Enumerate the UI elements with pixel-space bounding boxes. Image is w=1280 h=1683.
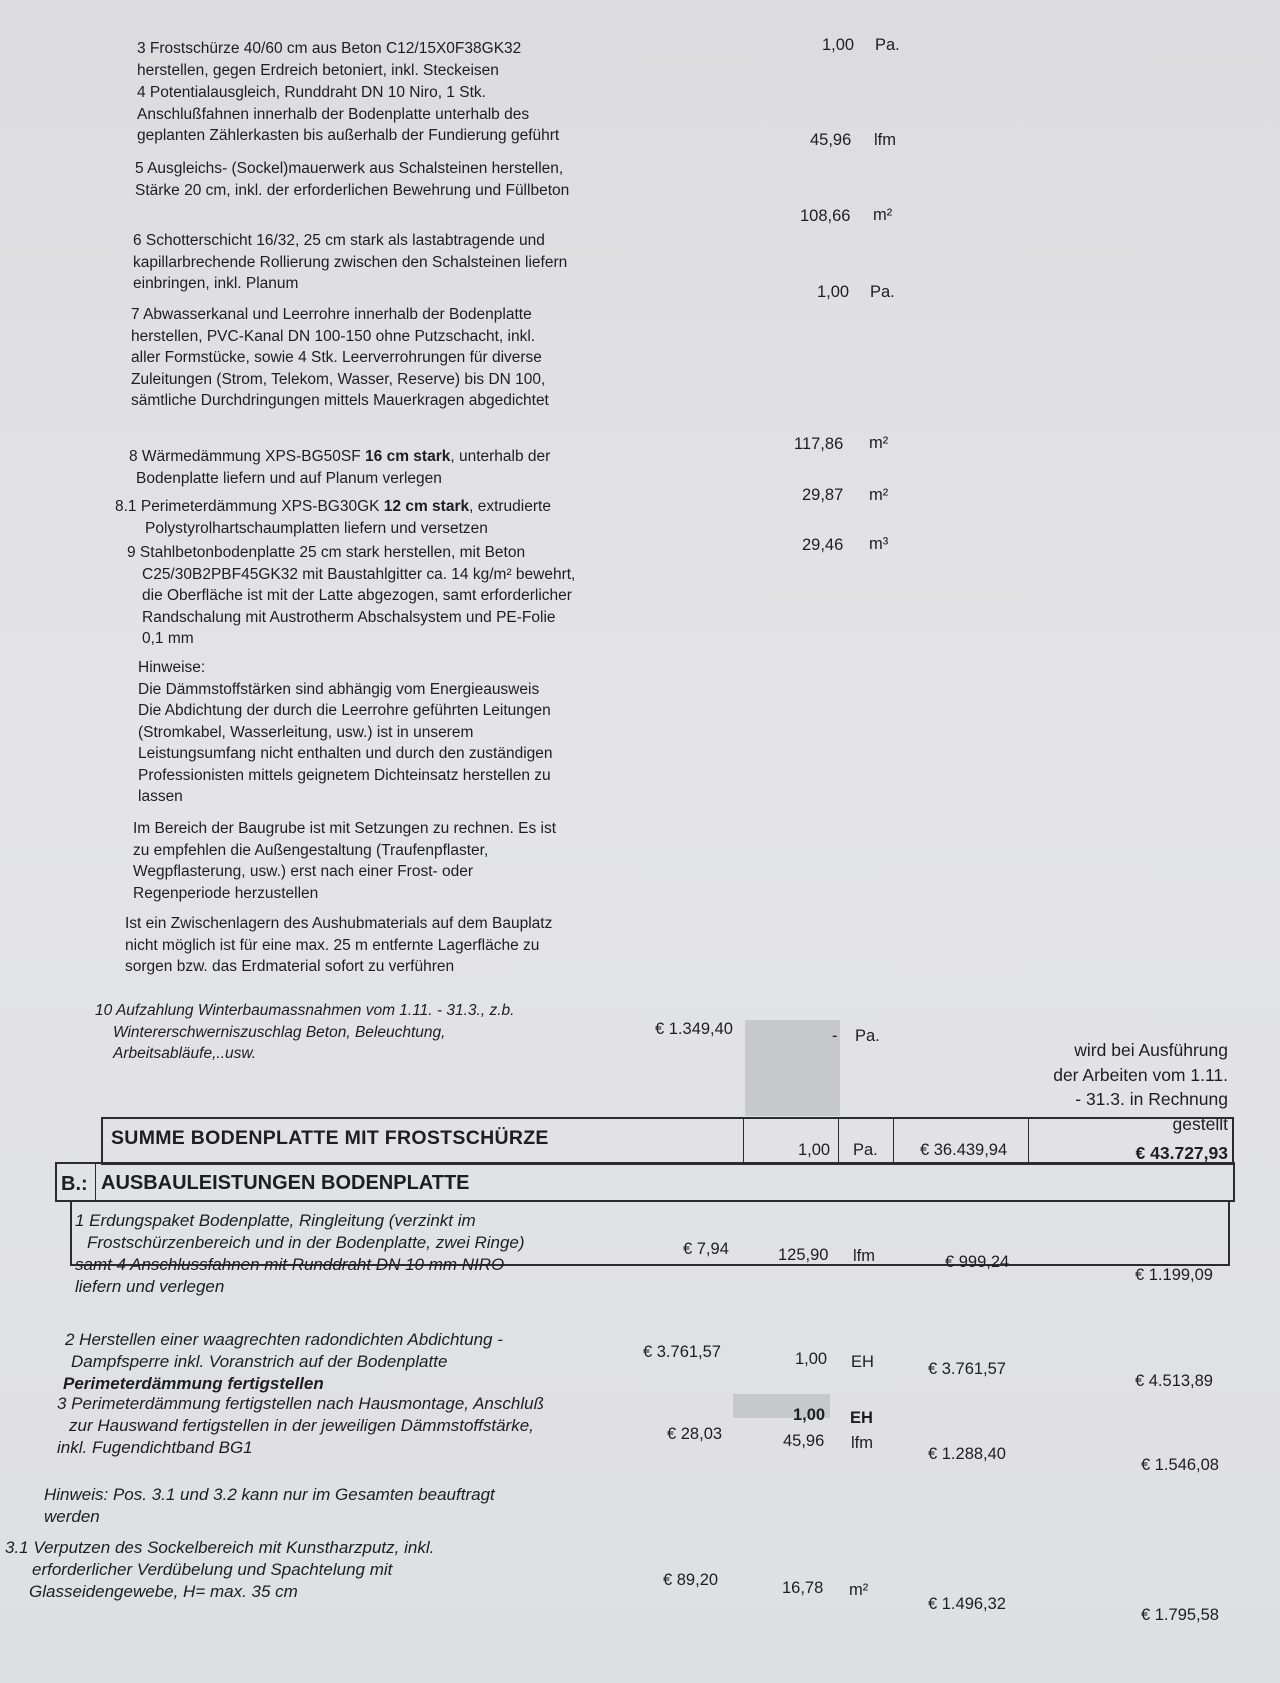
b-item-1-net: € 999,24 bbox=[945, 1253, 1010, 1271]
item-3-description: 3 Frostschürze 40/60 cm aus Beton C12/15X0F38GK32 herstellen, gegen Erdreich betoniert, inkl. Steckeisen bbox=[137, 40, 522, 79]
item-7-unit: m² bbox=[869, 434, 889, 452]
item-9-description: 9 Stahlbetonbodenplatte 25 cm stark herstellen, mit Beton C25/30B2PBF45GK32 mit Baustahlgitter ca. 14 kg/m² bewehrt, die Oberfläche ist mit der Latte abgezogen, samt erforderlicher Randschalung mit Austrotherm Abschalsystem und PE-Folie 0,1 mm bbox=[127, 544, 576, 647]
item-5-quantity: 108,66 bbox=[800, 207, 851, 225]
b-item-3-1-price: € 89,20 bbox=[663, 1571, 719, 1589]
section-b-title: AUSBAULEISTUNGEN BODENPLATTE bbox=[101, 1172, 470, 1194]
item-4-quantity: 45,96 bbox=[810, 131, 852, 149]
b-item-2-net: € 3.761,57 bbox=[928, 1360, 1006, 1378]
item-5-description: 5 Ausgleichs- (Sockel)mauerwerk aus Schalsteinen herstellen, Stärke 20 cm, inkl. der erforderlichen Bewehrung und Füllbeton bbox=[135, 160, 570, 199]
b-item-3-quantity-top: 1,00 bbox=[793, 1406, 826, 1424]
item-8-1-unit: m³ bbox=[869, 535, 889, 553]
b-item-1-price: € 7,94 bbox=[683, 1240, 729, 1258]
shaded-cell bbox=[745, 1020, 840, 1116]
b-item-1-quantity: 125,90 bbox=[778, 1246, 829, 1264]
summe-net: € 36.439,94 bbox=[920, 1141, 1008, 1159]
item-10-description: 10 Aufzahlung Winterbaumassnahmen vom 1.11. - 31.3., z.b. Wintererschwerniszuschlag Beton, Beleuchtung, Arbeitsabläufe,..usw. bbox=[95, 1002, 515, 1062]
b-item-1-description: 1 Erdungspaket Bodenplatte, Ringleitung (verzinkt im Frostschürzenbereich und in der Bodenplatte, zwei Ringe) samt 4 Anschlussfahnen mit Runddraht DN 10 mm NIRO liefern und verlegen bbox=[75, 1211, 525, 1296]
summe-quantity: 1,00 bbox=[798, 1141, 831, 1159]
item-10-remark: wird bei Ausführung der Arbeiten vom 1.11. - 31.3. in Rechnung gestellt bbox=[1053, 1040, 1228, 1134]
summe-unit: Pa. bbox=[853, 1141, 878, 1159]
b-item-2-gross: € 4.513,89 bbox=[1135, 1372, 1213, 1390]
b-note: Hinweis: Pos. 3.1 und 3.2 kann nur im Gesamten beauftragt werden bbox=[44, 1485, 495, 1526]
item-3-quantity: 1,00 bbox=[822, 36, 855, 54]
b-item-3-1-quantity: 16,78 bbox=[782, 1579, 824, 1597]
section-b-header bbox=[55, 1162, 1235, 1202]
item-4-unit: lfm bbox=[874, 131, 896, 149]
b-item-3-1-net: € 1.496,32 bbox=[928, 1595, 1006, 1613]
item-8-1-description: 8.1 Perimeterdämmung XPS-BG30GK 12 cm stark, extrudierte Polystyrolhartschaumplatten liefern und versetzen bbox=[115, 498, 551, 537]
b-item-3-description: 3 Perimeterdämmung fertigstellen nach Hausmontage, Anschluß zur Hauswand fertigstellen in der jeweiligen Dämmstoffstärke, inkl. Fugendichtband BG1 bbox=[57, 1394, 544, 1457]
item-6-quantity: 1,00 bbox=[817, 283, 850, 301]
b-item-3-net: € 1.288,40 bbox=[928, 1445, 1006, 1463]
b-item-3-gross: € 1.546,08 bbox=[1141, 1456, 1219, 1474]
b-item-3-heading: Perimeterdämmung fertigstellen bbox=[63, 1374, 324, 1393]
summe-row bbox=[101, 1117, 1234, 1165]
item-5-unit: m² bbox=[873, 206, 893, 224]
notes-block-2: Im Bereich der Baugrube ist mit Setzungen zu rechnen. Es ist zu empfehlen die Außengestaltung (Traufenpflaster, Wegpflasterung, usw.) erst nach einer Frost- oder Regenperiode herzustellen bbox=[133, 820, 557, 902]
b-item-2-unit: EH bbox=[851, 1353, 874, 1371]
b-item-3-quantity: 45,96 bbox=[783, 1432, 825, 1450]
item-6-unit: Pa. bbox=[870, 283, 895, 301]
item-8-description: 8 Wärmedämmung XPS-BG50SF 16 cm stark, unterhalb der Bodenplatte liefern und auf Planum verlegen bbox=[129, 448, 551, 487]
b-item-2-quantity: 1,00 bbox=[795, 1350, 828, 1368]
notes-block-1: Hinweise: Die Dämmstoffstärken sind abhängig vom Energieausweis Die Abdichtung der durch die Leerrohre geführten Leitungen (Stromkabel, Wasserleitung, usw.) ist in unserem Leistungsumfang nicht enthalten und durch den zuständigen Professionisten mittels geignetem Dichteinsatz herstellen zu lassen bbox=[138, 659, 553, 805]
section-b-letter: B.: bbox=[61, 1173, 88, 1195]
item-7-quantity: 117,86 bbox=[794, 435, 844, 453]
b-item-3-1-description: 3.1 Verputzen des Sockelbereich mit Kunstharzputz, inkl. erforderlicher Verdübelung und Spachtelung mit Glasseidengewebe, H= max. 35 cm bbox=[5, 1538, 435, 1601]
item-8-unit: m² bbox=[869, 486, 889, 504]
b-item-1-gross: € 1.199,09 bbox=[1135, 1266, 1213, 1284]
item-8-1-quantity: 29,46 bbox=[802, 536, 844, 554]
b-item-2-description: 2 Herstellen einer waagrechten radondichten Abdichtung - Dampfsperre inkl. Voranstrich auf der Bodenplatte bbox=[65, 1330, 503, 1371]
item-10-price: € 1.349,40 bbox=[655, 1020, 733, 1038]
notes-block-3: Ist ein Zwischenlagern des Aushubmaterials auf dem Bauplatz nicht möglich ist für eine max. 25 m entfernte Lagerfläche zu sorgen bzw. das Erdmaterial sofort zu verführen bbox=[125, 915, 553, 975]
item-10-dash: - bbox=[832, 1027, 838, 1045]
b-item-3-1-gross: € 1.795,58 bbox=[1141, 1606, 1219, 1624]
b-item-3-price: € 28,03 bbox=[667, 1425, 723, 1443]
b-item-2-price: € 3.761,57 bbox=[643, 1343, 721, 1361]
b-item-3-unit: lfm bbox=[851, 1434, 873, 1452]
item-3-unit: Pa. bbox=[875, 36, 900, 54]
b-item-3-unit-top: EH bbox=[850, 1409, 873, 1427]
item-7-description: 7 Abwasserkanal und Leerrohre innerhalb der Bodenplatte herstellen, PVC-Kanal DN 100-150 ohne Putzschacht, inkl. aller Formstücke, sowie 4 Stk. Leerverrohrungen für diverse Zuleitungen (Strom, Telekom, Wasser, Reserve) bis DN 100, sämtliche Durchdringungen mittels Mauerkragen abgedichtet bbox=[131, 306, 549, 409]
item-6-description: 6 Schotterschicht 16/32, 25 cm stark als lastabtragende und kapillarbrechende Rollierung zwischen den Schalsteinen liefern einbringen, inkl. Planum bbox=[133, 232, 568, 292]
b-item-1-unit: lfm bbox=[853, 1247, 875, 1265]
item-10-unit: Pa. bbox=[855, 1027, 880, 1045]
item-8-quantity: 29,87 bbox=[802, 486, 844, 504]
summe-label: SUMME BODENPLATTE MIT FROSTSCHÜRZE bbox=[111, 1127, 549, 1149]
b-item-3-1-unit: m² bbox=[849, 1581, 869, 1599]
summe-gross: € 43.727,93 bbox=[1135, 1143, 1228, 1163]
item-4-description: 4 Potentialausgleich, Runddraht DN 10 Niro, 1 Stk. Anschlußfahnen innerhalb der Bodenplatte unterhalb des geplanten Zählerkasten bis außerhalb der Fundierung geführt bbox=[137, 84, 560, 144]
